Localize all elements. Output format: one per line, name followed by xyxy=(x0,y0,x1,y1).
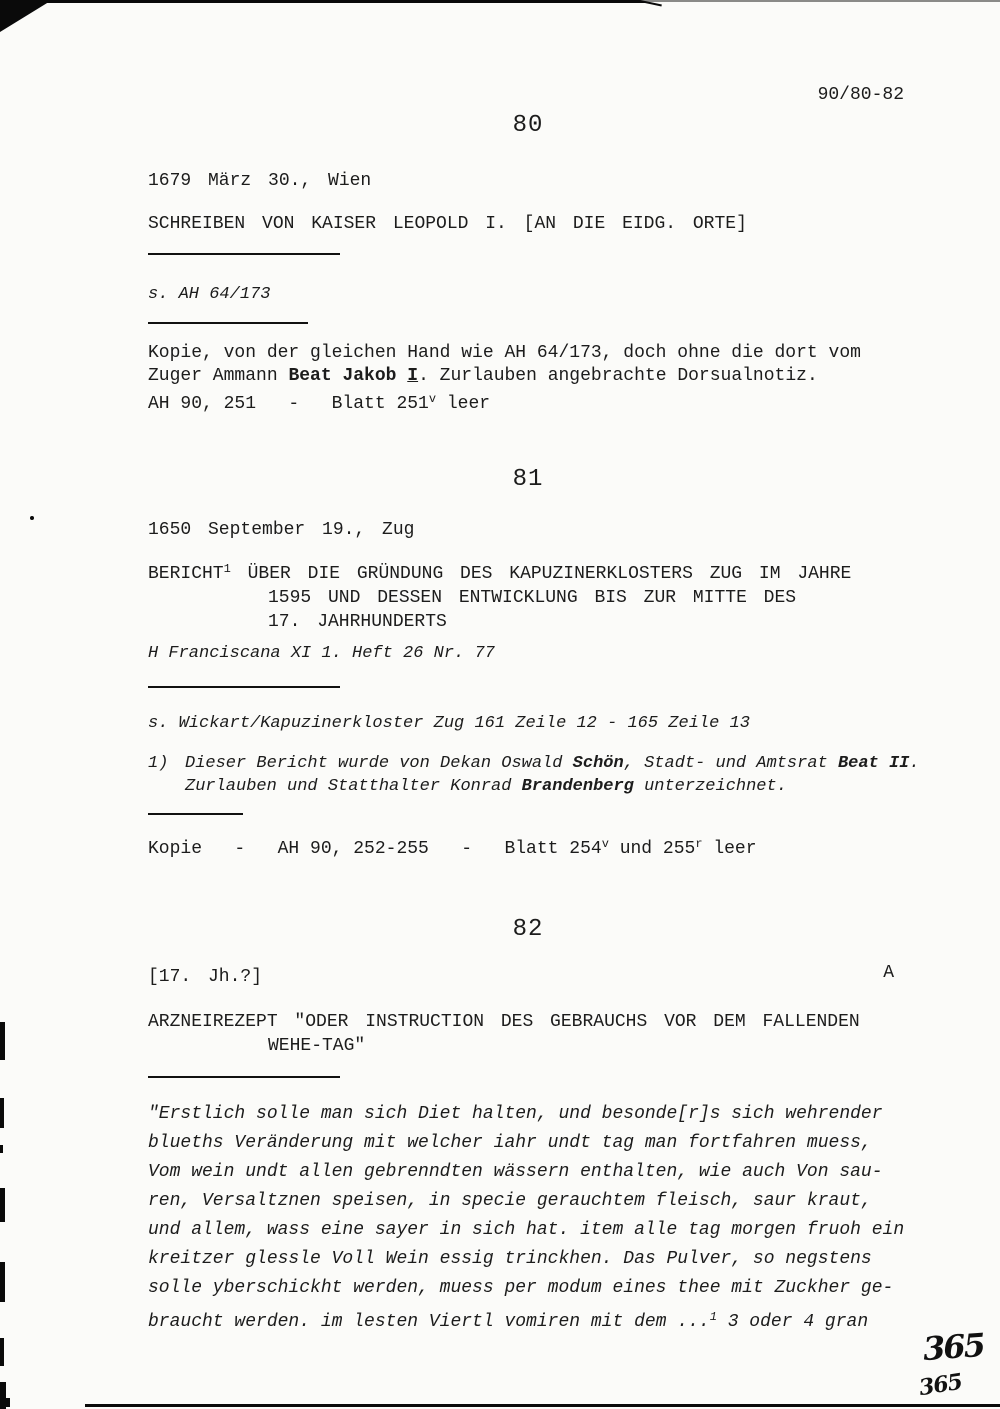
footnote-ref-superscript: 1 xyxy=(709,1310,717,1324)
scan-artifact-left-5 xyxy=(0,1262,5,1302)
body-line: und allem, wass eine sayer in sich hat. item alle tag morgen fruoh ein xyxy=(148,1220,905,1240)
footnote-marker: 1) xyxy=(148,754,169,773)
note-text: Zuger Ammann xyxy=(148,366,289,386)
superscript-folio: r xyxy=(695,837,703,851)
scan-artifact-top-edge xyxy=(0,0,645,3)
note-line xyxy=(148,388,861,416)
entry-81-kopie xyxy=(148,833,757,861)
title-line xyxy=(148,557,851,586)
entry-81-source: H Franciscana XI 1. Heft 26 Nr. 77 xyxy=(148,644,495,663)
entry-81-title xyxy=(148,557,851,634)
folio-reference: 90/80-82 xyxy=(817,85,904,105)
body-line: solle yberschickht werden, muess per modum eines thee mit Zuckher ge- xyxy=(148,1278,894,1298)
entry-82-corner-letter: A xyxy=(883,963,894,983)
rule-divider xyxy=(148,686,340,688)
body-line: Vom wein undt allen gebrenndten wässern enthalten, wie auch Von sau- xyxy=(148,1162,883,1182)
person-name-bold: Beat Jakob xyxy=(288,366,408,386)
kopie-text: Kopie - AH 90, 252-255 - Blatt 254 xyxy=(148,839,602,859)
title-line: WEHE-TAG" xyxy=(268,1036,366,1056)
rule-divider xyxy=(148,1076,340,1078)
entry-80-number: 80 xyxy=(512,112,544,139)
entry-81-footnote xyxy=(148,752,948,798)
entry-81-reference: s. Wickart/Kapuzinerkloster Zug 161 Zeile 12 - 165 Zeile 13 xyxy=(148,714,750,733)
footnote-text: . xyxy=(909,754,920,773)
scan-artifact-corner-triangle xyxy=(0,0,52,32)
note-text: AH 90, 251 - Blatt 251 xyxy=(148,394,429,414)
entry-80-note xyxy=(148,342,861,416)
superscript-folio: v xyxy=(601,837,609,851)
scan-artifact-bottom-left xyxy=(0,1398,10,1407)
scan-artifact-left-4 xyxy=(0,1188,5,1222)
superscript-folio: v xyxy=(428,392,437,406)
note-line xyxy=(148,365,861,388)
rule-divider xyxy=(148,322,308,324)
entry-82-number: 82 xyxy=(512,916,544,943)
note-text: leer xyxy=(436,394,491,414)
footnote-text: , Stadt- und Amtsrat xyxy=(623,754,838,773)
body-line: "Erstlich solle man sich Diet halten, und besonde[r]s sich wehrender xyxy=(148,1104,883,1124)
footnote-text: unterzeichnet. xyxy=(633,777,787,796)
entry-82-title xyxy=(148,1010,860,1058)
title-line: 1595 UND DESSEN ENTWICKLUNG BIS ZUR MITTE DES xyxy=(268,588,797,608)
entry-81-date: 1650 September 19., Zug xyxy=(148,520,415,540)
scan-artifact-bottom-edge xyxy=(85,1404,1000,1407)
footnote-text: Dieser Bericht wurde von Dekan Oswald xyxy=(185,754,573,773)
footnote-text: Zurlauben und Statthalter Konrad xyxy=(185,777,522,796)
body-text: braucht werden. im lesten Viertl vomiren mit dem ... xyxy=(148,1312,710,1332)
note-text: . Zurlauben angebrachte Dorsualnotiz. xyxy=(418,366,818,386)
handwritten-page-number-small: 365 xyxy=(917,1368,964,1402)
title-line: 17. JAHRHUNDERTS xyxy=(268,612,447,632)
rule-divider xyxy=(148,813,243,815)
body-line: blueths Veränderung mit welcher iahr undt tag man fortfahren muess, xyxy=(148,1133,872,1153)
entry-80-source: s. AH 64/173 xyxy=(148,285,271,304)
body-text: 3 oder 4 gran xyxy=(716,1312,869,1332)
scan-artifact-left-3 xyxy=(0,1145,3,1153)
person-name-bold: Schön xyxy=(572,754,624,773)
kopie-text: leer xyxy=(702,839,757,859)
entry-82-body xyxy=(148,1100,904,1337)
footnote-line xyxy=(185,775,920,798)
person-name-bold: Brandenberg xyxy=(521,777,634,796)
note-line: Kopie, von der gleichen Hand wie AH 64/173, doch ohne die dort vom xyxy=(148,343,861,363)
scan-artifact-dot xyxy=(30,516,34,520)
body-line: kreitzer glessle Voll Wein essig trinckhen. Das Pulver, so negstens xyxy=(148,1249,872,1269)
entry-81-number: 81 xyxy=(512,466,544,493)
person-name-underline: I xyxy=(407,366,419,386)
title-text: BERICHT xyxy=(148,564,224,584)
scan-artifact-top-edge-faint xyxy=(640,0,1000,2)
footnote-line xyxy=(185,752,920,775)
entry-80-date: 1679 März 30., Wien xyxy=(148,171,372,191)
scan-artifact-left-6 xyxy=(0,1338,4,1366)
footnote-row xyxy=(148,752,948,798)
handwritten-page-number: 365 xyxy=(921,1325,986,1369)
entry-82-date: [17. Jh.?] xyxy=(148,967,263,987)
kopie-text: und 255 xyxy=(608,839,696,859)
title-text: ÜBER DIE GRÜNDUNG DES KAPUZINERKLOSTERS ZUG IM JAHRE xyxy=(230,564,852,584)
footnote-ref-superscript: 1 xyxy=(223,562,231,576)
body-line: ren, Versaltznen speisen, in specie gerauchtem fleisch, saur kraut, xyxy=(148,1191,872,1211)
scan-artifact-left-2 xyxy=(0,1098,4,1128)
rule-divider xyxy=(148,253,340,255)
title-line: ARZNEIREZEPT "ODER INSTRUCTION DES GEBRAUCHS VOR DEM FALLENDEN xyxy=(148,1012,860,1032)
scan-artifact-left-1 xyxy=(0,1022,5,1060)
body-line xyxy=(148,1303,904,1337)
entry-80-title: SCHREIBEN VON KAISER LEOPOLD I. [AN DIE EIDG. ORTE] xyxy=(148,214,747,234)
person-name-bold: Beat II xyxy=(837,754,910,773)
